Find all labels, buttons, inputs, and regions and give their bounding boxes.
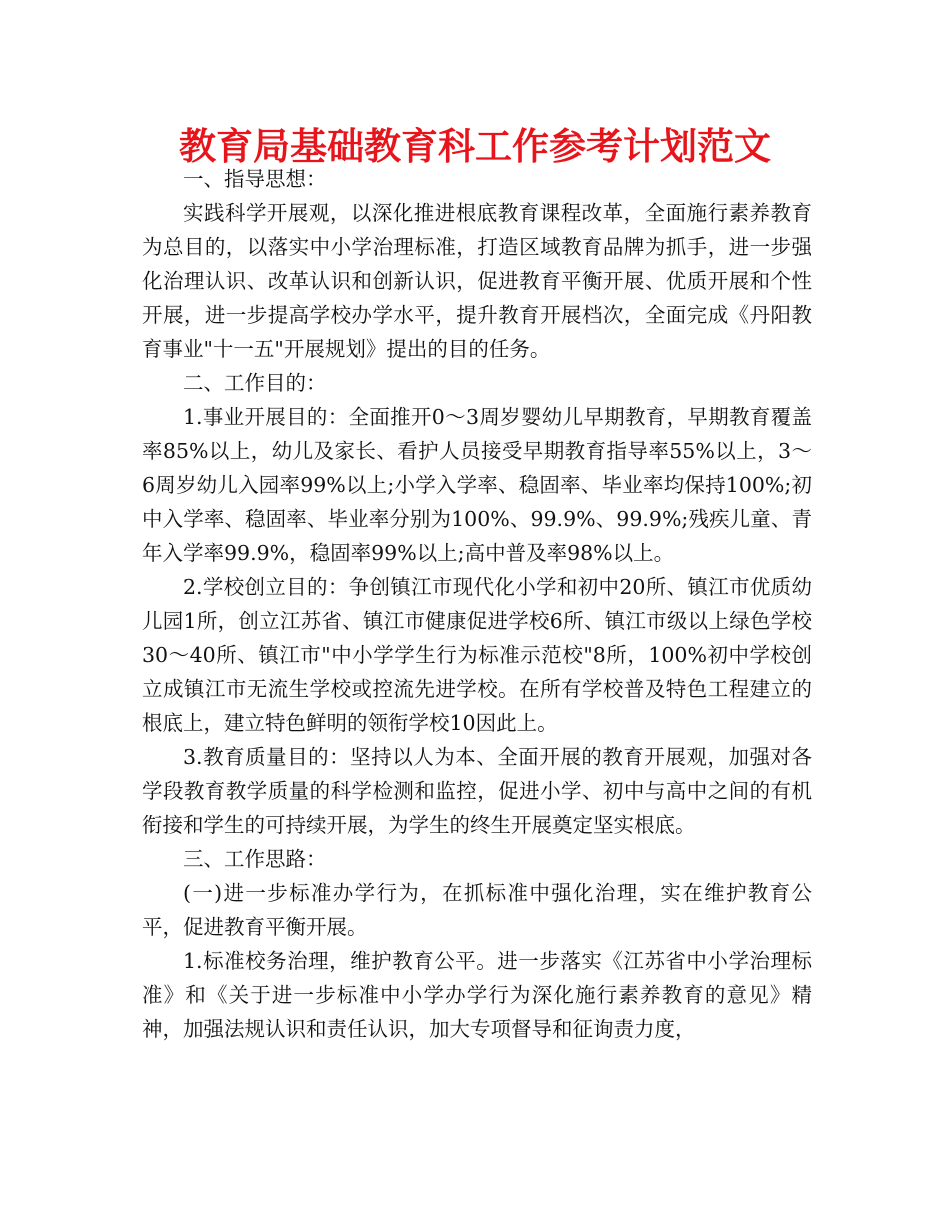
paragraph-heading-work-goals: 二、工作目的： <box>183 371 327 395</box>
paragraph-goal-quality: 3.教育质量目的：坚持以人为本、全面开展的教育开展观，加强对各学段教育教学质量的科学检测和监控，促进小学、初中与高中之间的有机衔接和学生的可持续开展，为学生的终生开展奠定坚实根底。 <box>142 745 812 837</box>
paragraph-heading-guiding-ideology: 一、指导思想： <box>183 167 327 191</box>
paragraph-heading-work-ideas: 三、工作思路： <box>183 847 327 871</box>
paragraph-goal-school-creation: 2.学校创立目的：争创镇江市现代化小学和初中20所、镇江市优质幼儿园1所，创立江苏省、镇江市健康促进学校6所、镇江市级以上绿色学校30～40所、镇江市"中小学学生行为标准示范校"8所，100%初中学校创立成镇江市无流生学校或控流先进学校。在所有学校普及特色工程建立的根底上，建立特色鲜明的领衔学校10因此上。 <box>142 575 812 735</box>
paragraph-goal-development: 1.事业开展目的：全面推开0～3周岁婴幼儿早期教育，早期教育覆盖率85%以上，幼儿及家长、看护人员接受早期教育指导率55%以上，3～6周岁幼儿入园率99%以上;小学入学率、稳固率、毕业率均保持100%;初中入学率、稳固率、毕业率分别为100%、99.9%、99.9%;残疾儿童、青年入学率99.9%，稳固率99%以上;高中普及率98%以上。 <box>142 405 812 565</box>
paragraph-idea-one: (一)进一步标准办学行为，在抓标准中强化治理，实在维护教育公平，促进教育平衡开展。 <box>142 881 812 939</box>
paragraph-guiding-ideology: 实践科学开展观，以深化推进根底教育课程改革，全面施行素养教育为总目的，以落实中小学治理标准，打造区域教育品牌为抓手，进一步强化治理认识、改革认识和创新认识，促进教育平衡开展、优质开展和个性开展，进一步提高学校办学水平，提升教育开展档次，全面完成《丹阳教育事业"十一五"开展规划》提出的目的任务。 <box>142 201 812 361</box>
paragraph-idea-one-item-one: 1.标准校务治理，维护教育公平。进一步落实《江苏省中小学治理标准》和《关于进一步标准中小学办学行为深化施行素养教育的意见》精神，加强法规认识和责任认识，加大专项督导和征询责力度， <box>142 949 812 1041</box>
document-body <box>142 162 812 1046</box>
document-title: 教育局基础教育科工作参考计划范文 <box>179 125 771 168</box>
